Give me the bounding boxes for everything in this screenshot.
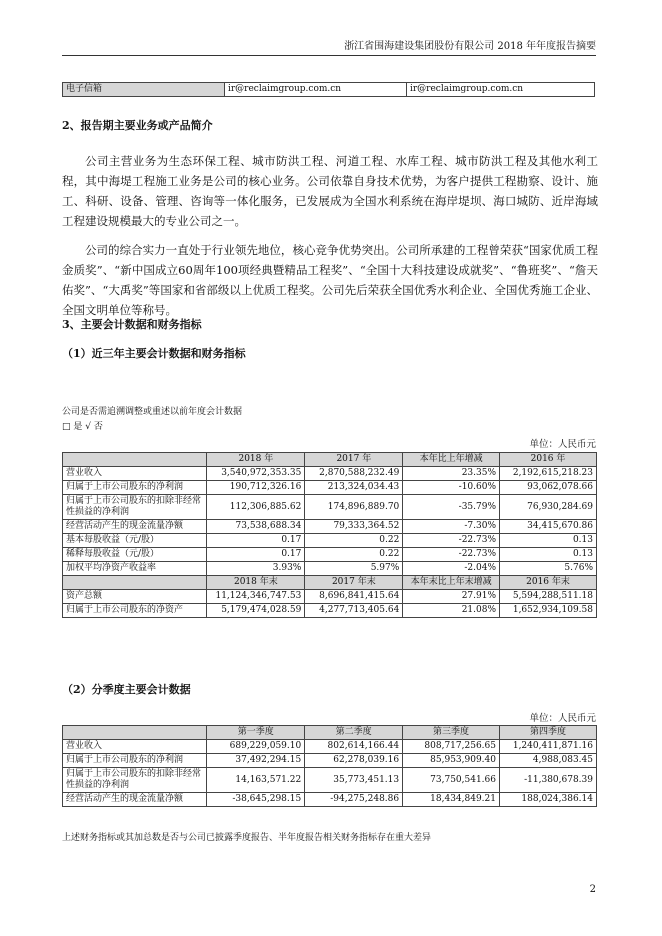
value-cell: 1,652,934,109.58 bbox=[500, 604, 597, 618]
table-row bbox=[63, 481, 597, 495]
table-row bbox=[63, 754, 597, 768]
header-cell: 第三季度 bbox=[403, 726, 500, 740]
header-cell: 2018 年 bbox=[207, 453, 305, 467]
value-cell: 5,594,288,511.18 bbox=[500, 590, 597, 604]
header-cell bbox=[63, 453, 207, 467]
value-cell: 35,773,451.13 bbox=[305, 768, 403, 793]
row-label-cell: 归属于上市公司股东的净利润 bbox=[63, 481, 207, 495]
value-cell: 11,124,346,747.53 bbox=[207, 590, 305, 604]
table-row bbox=[63, 740, 597, 754]
value-cell: 79,333,364.52 bbox=[305, 520, 403, 534]
email-label: 电子信箱 bbox=[63, 83, 225, 97]
value-cell: 18,434,849.21 bbox=[403, 793, 500, 807]
value-cell: 0.22 bbox=[305, 534, 403, 548]
value-cell: 3.93% bbox=[207, 562, 305, 576]
value-cell: 2,870,588,232.49 bbox=[305, 467, 403, 481]
restate-answer: □ 是 √ 否 bbox=[62, 422, 103, 432]
value-cell: 5.76% bbox=[500, 562, 597, 576]
table-header-row bbox=[63, 726, 597, 740]
email-table bbox=[62, 82, 595, 97]
value-cell: 213,324,034.43 bbox=[305, 481, 403, 495]
table-row bbox=[63, 768, 597, 793]
value-cell: 21.08% bbox=[403, 604, 500, 618]
value-cell: 3,540,972,353.35 bbox=[207, 467, 305, 481]
row-label-cell: 归属于上市公司股东的扣除非经常性损益的净利润 bbox=[63, 495, 207, 520]
row-label-cell: 经营活动产生的现金流量净额 bbox=[63, 520, 207, 534]
value-cell: 174,896,889.70 bbox=[305, 495, 403, 520]
value-cell: 190,712,326.16 bbox=[207, 481, 305, 495]
paragraph-strength: 公司的综合实力一直处于行业领先地位，核心竞争优势突出。公司所承建的工程曾荣获“国家优质工程金质奖”、“新中国成立60周年100项经典暨精品工程奖”、“全国十大科技建设成就奖”、“鲁班奖”、“詹天佑奖”、“大禹奖”等国家和省部级以上优质工程奖。公司先后荣获全国优秀水利企业、全国优秀施工企业、全国文明单位等称号。 bbox=[62, 243, 598, 317]
restate-question: 公司是否需追溯调整或重述以前年度会计数据 bbox=[62, 407, 243, 417]
subsection-1-title: （1）近三年主要会计数据和财务指标 bbox=[62, 347, 246, 360]
table-row bbox=[63, 793, 597, 807]
row-label-cell: 归属于上市公司股东的净资产 bbox=[63, 604, 207, 618]
row-label-cell: 稀释每股收益（元/股） bbox=[63, 548, 207, 562]
value-cell: 23.35% bbox=[403, 467, 500, 481]
value-cell: 0.17 bbox=[207, 548, 305, 562]
value-cell: 4,277,713,405.64 bbox=[305, 604, 403, 618]
section-3-title: 3、主要会计数据和财务指标 bbox=[62, 318, 202, 331]
row-label-cell: 经营活动产生的现金流量净额 bbox=[63, 793, 207, 807]
value-cell: 808,717,256.65 bbox=[403, 740, 500, 754]
row-label-cell: 基本每股收益（元/股） bbox=[63, 534, 207, 548]
header-cell: 第四季度 bbox=[500, 726, 597, 740]
section-2-title: 2、报告期主要业务或产品简介 bbox=[62, 119, 213, 132]
table-header-row bbox=[63, 576, 597, 590]
header-cell: 本年比上年增减 bbox=[403, 453, 500, 467]
value-cell: 62,278,039.16 bbox=[305, 754, 403, 768]
row-label-cell: 加权平均净资产收益率 bbox=[63, 562, 207, 576]
value-cell: 85,953,909.40 bbox=[403, 754, 500, 768]
value-cell: -7.30% bbox=[403, 520, 500, 534]
header-cell: 第二季度 bbox=[305, 726, 403, 740]
header-cell bbox=[63, 726, 207, 740]
value-cell: 37,492,294.15 bbox=[207, 754, 305, 768]
row-label-cell: 归属于上市公司股东的扣除非经常性损益的净利润 bbox=[63, 768, 207, 793]
value-cell: 4,988,083.45 bbox=[500, 754, 597, 768]
table-row bbox=[63, 604, 597, 618]
value-cell: 5,179,474,028.59 bbox=[207, 604, 305, 618]
quarterly-data-table bbox=[62, 725, 597, 807]
value-cell: -2.04% bbox=[403, 562, 500, 576]
subsection-2-title: （2）分季度主要会计数据 bbox=[62, 683, 191, 696]
value-cell: 0.13 bbox=[500, 548, 597, 562]
page-header: 浙江省围海建设集团股份有限公司 2018 年年度报告摘要 bbox=[62, 37, 596, 56]
header-cell: 2016 年 bbox=[500, 453, 597, 467]
value-cell: -38,645,298.15 bbox=[207, 793, 305, 807]
footnote: 上述财务指标或其加总数是否与公司已披露季度报告、半年度报告相关财务指标存在重大差异 bbox=[62, 833, 432, 843]
value-cell: 73,750,541.66 bbox=[403, 768, 500, 793]
header-cell: 2017 年末 bbox=[305, 576, 403, 590]
value-cell: -11,380,678.39 bbox=[500, 768, 597, 793]
table-row bbox=[63, 548, 597, 562]
value-cell: 2,192,615,218.23 bbox=[500, 467, 597, 481]
header-cell bbox=[63, 576, 207, 590]
value-cell: 93,062,078.66 bbox=[500, 481, 597, 495]
value-cell: -94,275,248.86 bbox=[305, 793, 403, 807]
value-cell: 5.97% bbox=[305, 562, 403, 576]
value-cell: 188,024,386.14 bbox=[500, 793, 597, 807]
unit-label-1: 单位：人民币元 bbox=[529, 439, 596, 450]
header-cell: 2018 年末 bbox=[207, 576, 305, 590]
value-cell: 0.22 bbox=[305, 548, 403, 562]
value-cell: 14,163,571.22 bbox=[207, 768, 305, 793]
table-row bbox=[63, 534, 597, 548]
value-cell: 34,415,670.86 bbox=[500, 520, 597, 534]
value-cell: 0.17 bbox=[207, 534, 305, 548]
table-row bbox=[63, 520, 597, 534]
header-cell: 本年末比上年末增减 bbox=[403, 576, 500, 590]
value-cell: 112,306,885.62 bbox=[207, 495, 305, 520]
value-cell: 1,240,411,871.16 bbox=[500, 740, 597, 754]
annual-data-table bbox=[62, 452, 597, 618]
row-label-cell: 营业收入 bbox=[63, 467, 207, 481]
table-row bbox=[63, 495, 597, 520]
value-cell: -22.73% bbox=[403, 534, 500, 548]
row-label-cell: 归属于上市公司股东的净利润 bbox=[63, 754, 207, 768]
value-cell: 27.91% bbox=[403, 590, 500, 604]
header-cell: 第一季度 bbox=[207, 726, 305, 740]
value-cell: 73,538,688.34 bbox=[207, 520, 305, 534]
value-cell: 802,614,166.44 bbox=[305, 740, 403, 754]
page-number: 2 bbox=[589, 884, 596, 895]
email-value-2: ir@reclaimgroup.com.cn bbox=[407, 83, 595, 97]
header-cell: 2016 年末 bbox=[500, 576, 597, 590]
value-cell: -22.73% bbox=[403, 548, 500, 562]
row-label-cell: 营业收入 bbox=[63, 740, 207, 754]
value-cell: -10.60% bbox=[403, 481, 500, 495]
value-cell: 76,930,284.69 bbox=[500, 495, 597, 520]
value-cell: 0.13 bbox=[500, 534, 597, 548]
table-row bbox=[63, 562, 597, 576]
table-header-row bbox=[63, 453, 597, 467]
table-row bbox=[63, 590, 597, 604]
header-cell: 2017 年 bbox=[305, 453, 403, 467]
table-row bbox=[63, 467, 597, 481]
value-cell: 8,696,841,415.64 bbox=[305, 590, 403, 604]
email-value-1: ir@reclaimgroup.com.cn bbox=[225, 83, 407, 97]
value-cell: -35.79% bbox=[403, 495, 500, 520]
value-cell: 689,229,059.10 bbox=[207, 740, 305, 754]
row-label-cell: 资产总额 bbox=[63, 590, 207, 604]
unit-label-2: 单位：人民币元 bbox=[529, 713, 596, 724]
paragraph-business: 公司主营业务为生态环保工程、城市防洪工程、河道工程、水库工程、城市防洪工程及其他水利工程，其中海堤工程施工业务是公司的核心业务。公司依靠自身技术优势，为客户提供工程勘察、设计、施工、科研、设备、管理、咨询等一体化服务，已发展成为全国水利系统在海岸堤坝、海口城防、近岸海域工程建设规模最大的专业公司之一。 bbox=[62, 154, 598, 228]
